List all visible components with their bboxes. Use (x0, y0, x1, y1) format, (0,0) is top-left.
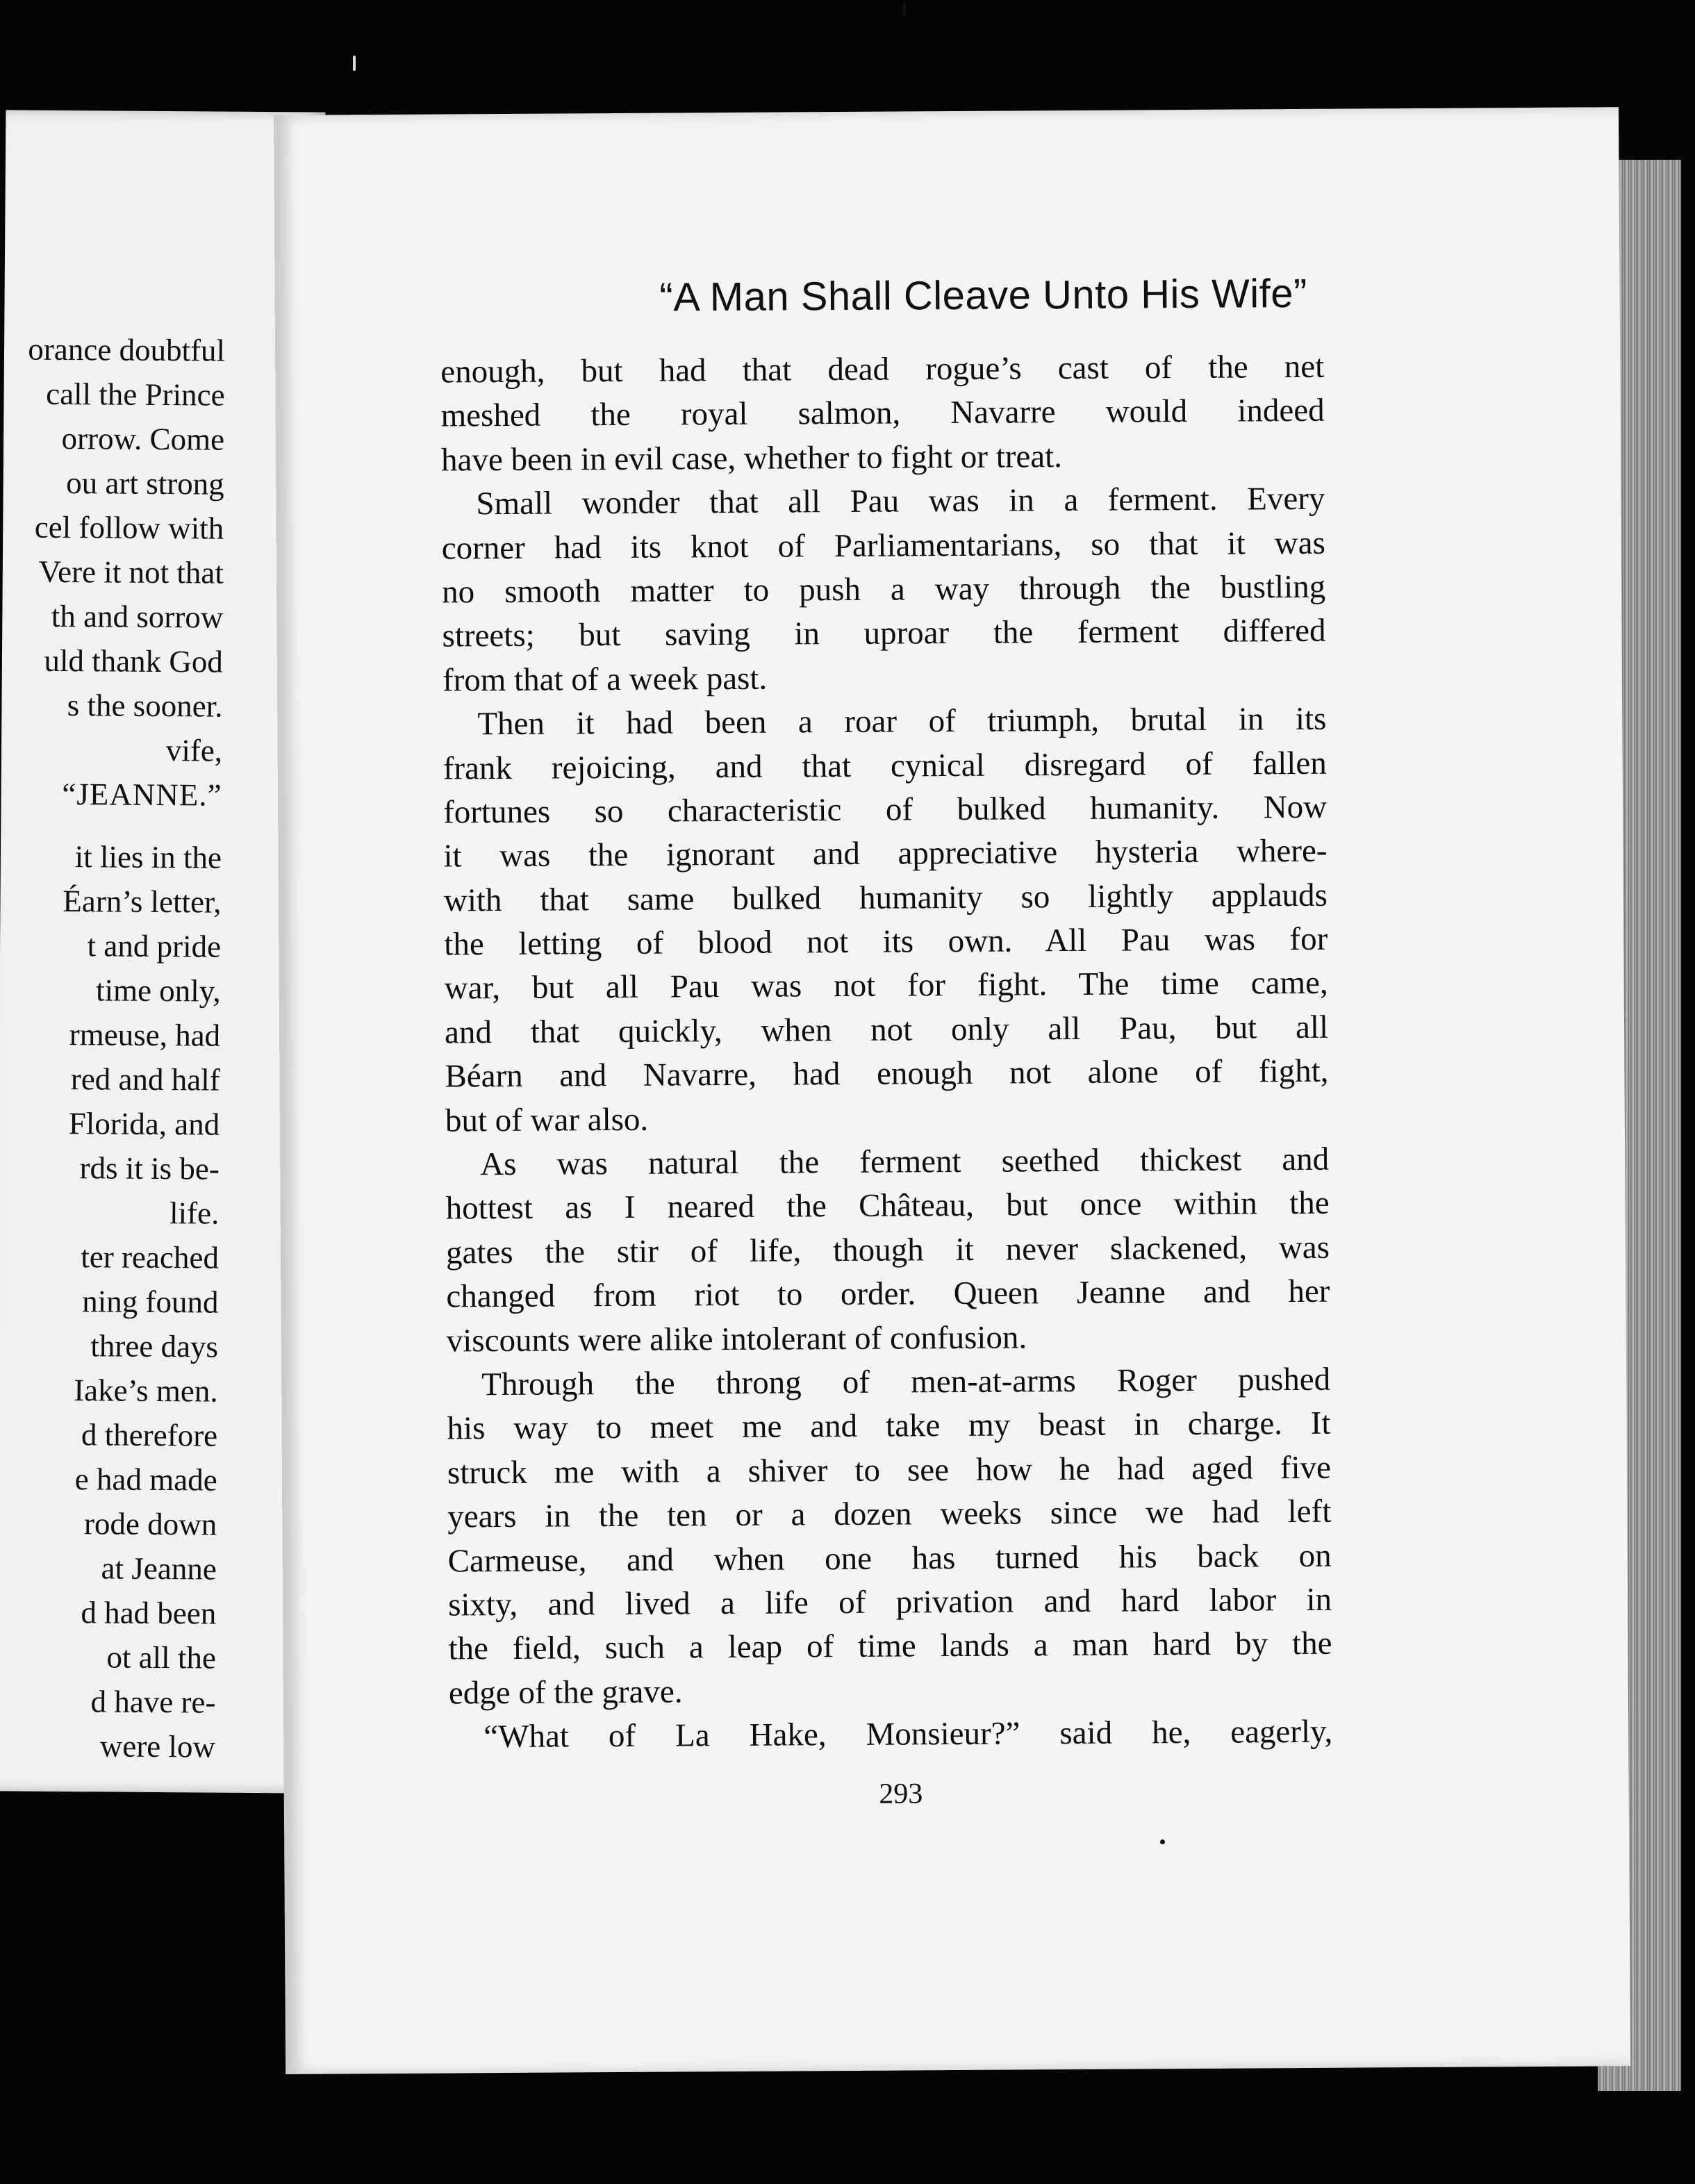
text-line-19: As was natural the ferment seethed thickest and (480, 1141, 1330, 1183)
left-line-12: it lies in the (74, 839, 222, 875)
text-line-9: Then it had been a roar of triumph, brutal in its (477, 700, 1327, 743)
text-line-8: from that of a week past. (442, 660, 768, 699)
left-line-8: uld thank God (44, 643, 224, 679)
text-line-13: with that same bulked humanity so lightly applauds (443, 877, 1328, 919)
text-line-27: years in the ten or a dozen weeks since we had left (447, 1493, 1332, 1535)
text-line-26: struck me with a shiver to see how he had aged five (447, 1449, 1332, 1491)
text-line-10: frank rejoicing, and that cynical disregard of fallen (443, 745, 1327, 787)
text-line-25: his way to meet me and take my beast in charge. It (447, 1405, 1331, 1447)
text-line-23: viscounts were alike intolerant of confusion. (446, 1319, 1027, 1359)
text-line-17: Béarn and Navarre, had enough not alone of fight, (445, 1053, 1329, 1095)
text-line-7: streets; but saving in uproar the ferment differed (442, 613, 1326, 654)
left-line-30: ot all the (106, 1639, 217, 1676)
text-line-2: meshed the royal salmon, Navarre would indeed (440, 392, 1325, 434)
text-line-15: war, but all Pau was not for fight. The time came, (444, 965, 1328, 1007)
left-line-1: orance doubtful (28, 331, 226, 368)
left-line-28: at Jeanne (101, 1550, 217, 1587)
page-number: 293 (879, 1778, 923, 1810)
text-line-11: fortunes so characteristic of bulked humanity. Now (443, 788, 1328, 831)
text-line-29: sixty, and lived a life of privation and hard labor in (447, 1581, 1332, 1623)
text-line-24: Through the throng of men-at-arms Roger pushed (481, 1361, 1331, 1403)
text-line-22: changed from riot to order. Queen Jeanne and her (446, 1273, 1330, 1315)
text-line-32: “What of La Hake, Monsieur?” said he, eagerly, (483, 1713, 1333, 1755)
scan-speck (353, 56, 356, 71)
left-line-15: time only, (95, 973, 221, 1009)
text-line-30: the field, such a leap of time lands a man hard by the (448, 1625, 1332, 1667)
left-line-13: Éarn’s letter, (63, 884, 222, 920)
left-line-20: life. (169, 1196, 220, 1231)
left-line-25: d therefore (81, 1417, 218, 1453)
left-line-9: s the sooner. (67, 688, 223, 724)
text-line-31: edge of the grave. (448, 1673, 683, 1712)
right-page (274, 107, 1630, 2074)
text-line-1: enough, but had that dead rogue’s cast of the net (440, 348, 1325, 390)
text-line-28: Carmeuse, and when one has turned his back on (447, 1537, 1332, 1580)
left-line-6: Vere it not that (38, 554, 224, 590)
text-line-18: but of war also. (445, 1101, 649, 1139)
left-line-26: e had made (74, 1462, 217, 1498)
left-line-19: rds it is be- (79, 1150, 220, 1186)
left-line-27: rode down (83, 1506, 217, 1542)
left-line-31: d have re- (90, 1684, 216, 1720)
left-line-17: red and half (70, 1061, 220, 1098)
left-line-10: vife, (165, 733, 223, 768)
text-line-12: it was the ignorant and appreciative hysteria where- (443, 833, 1328, 875)
text-line-6: no smooth matter to push a way through the bustling (442, 568, 1326, 611)
left-line-2: call the Prince (46, 376, 225, 413)
left-line-29: d had been (81, 1595, 217, 1631)
text-line-3: have been in evil case, whether to fight or treat. (440, 438, 1063, 479)
left-line-22: ning found (82, 1284, 219, 1320)
left-line-5: cel follow with (34, 509, 224, 546)
text-line-21: gates the stir of life, though it never slackened, was (445, 1229, 1330, 1271)
text-line-5: corner had its knot of Parliamentarians, so that it was (441, 524, 1325, 567)
left-line-14: t and pride (87, 928, 222, 964)
text-line-4: Small wonder that all Pau was in a ferment. Every (476, 480, 1325, 522)
left-line-3: orrow. Come (61, 420, 225, 457)
left-line-24: Iake’s men. (73, 1373, 218, 1409)
scan-speck (1160, 1839, 1165, 1844)
text-line-20: hottest as I neared the Château, but once within the (445, 1185, 1330, 1227)
left-page-text (0, 326, 324, 1769)
left-signature: “JEANNE.” (62, 777, 222, 813)
left-line-23: three days (90, 1328, 219, 1364)
left-line-7: th and sorrow (51, 598, 224, 635)
body-text (440, 345, 1332, 1760)
left-line-21: ter reached (81, 1239, 220, 1275)
left-line-32: were low (99, 1728, 216, 1764)
running-head: “A Man Shall Cleave Unto His Wife” (659, 270, 1308, 320)
text-line-14: the letting of blood not its own. All Pau was for (444, 920, 1328, 963)
text-line-16: and that quickly, when not only all Pau, but all (444, 1009, 1329, 1051)
left-line-4: ou art strong (66, 465, 224, 502)
scan-speck (903, 3, 906, 15)
left-line-18: Florida, and (68, 1106, 220, 1142)
left-line-16: rmeuse, had (69, 1017, 221, 1053)
